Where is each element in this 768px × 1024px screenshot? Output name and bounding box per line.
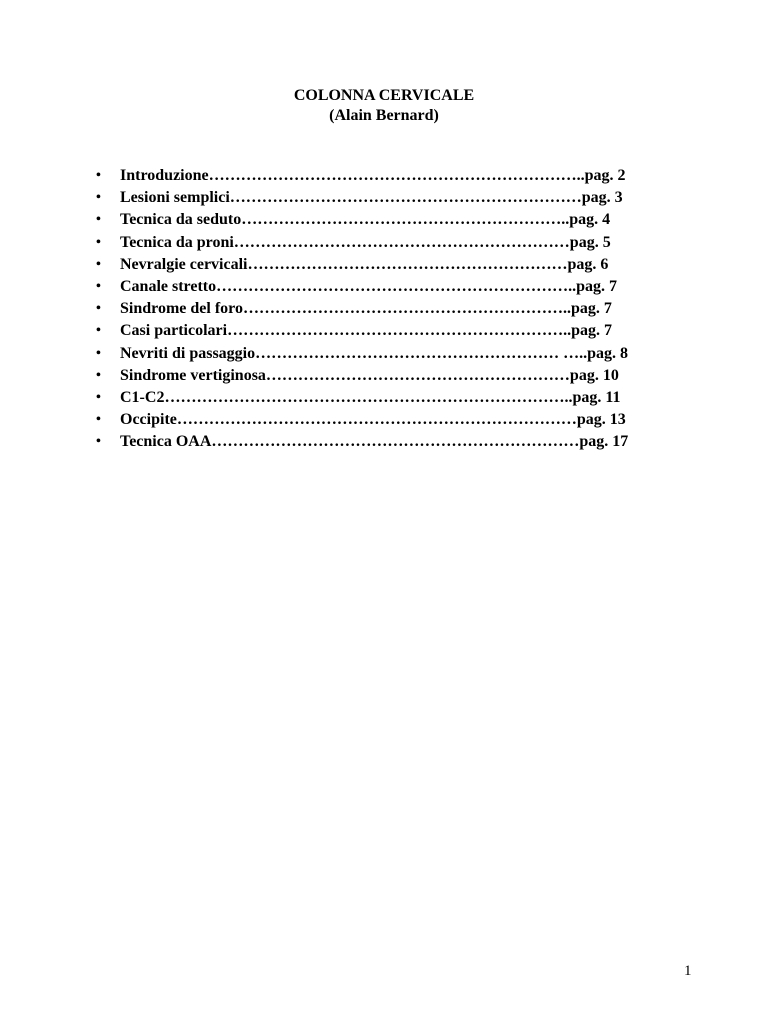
toc-entry-text: C1-C2…………………………………………………………………..pag. 11 [120, 388, 621, 406]
toc-entry-text: Sindrome vertiginosa…………………………………………………pag. 10 [120, 366, 619, 384]
toc-entry [96, 409, 696, 431]
toc-entry [96, 276, 696, 298]
bullet-icon: • [96, 278, 101, 294]
toc-entry [96, 209, 696, 231]
toc-entry-text: Canale stretto…………………………………………………………..pag. 7 [120, 277, 618, 295]
toc-entry-text: Casi particolari………………………………………………………..pag. 7 [120, 322, 612, 340]
toc-entry-text: Nevralgie cervicali……………………………………………………pag. 6 [120, 255, 609, 273]
bullet-icon: • [96, 212, 101, 228]
toc-entry-text: Tecnica da proni………………………………………………………pag. 5 [120, 233, 611, 251]
document-subtitle: (Alain Bernard) [329, 107, 439, 124]
bullet-icon: • [96, 190, 101, 206]
toc-entry-text: Sindrome del foro……………………………………………………..pag. 7 [120, 300, 612, 318]
bullet-icon: • [96, 168, 101, 183]
toc-entry [96, 431, 696, 453]
bullet-icon: • [96, 367, 101, 383]
toc-entry-text: Occipite…………………………………………………………………pag. 13 [120, 411, 626, 429]
bullet-icon: • [96, 389, 101, 405]
bullet-icon: • [96, 256, 101, 272]
title-block [0, 86, 768, 126]
toc-entry [96, 387, 696, 409]
page-number: 1 [684, 963, 692, 979]
toc-entry-text: Nevriti di passaggio………………………………………………… …..pag. 8 [120, 344, 629, 362]
toc-entry-text: Lesioni semplici…………………………………………………………pag. 3 [120, 189, 623, 207]
toc-entry [96, 232, 696, 254]
bullet-icon: • [96, 323, 101, 339]
bullet-icon: • [96, 345, 101, 361]
toc-entry [96, 254, 696, 276]
toc-entry [96, 343, 696, 365]
bullet-icon: • [96, 301, 101, 317]
bullet-icon: • [96, 434, 101, 450]
toc-entry [96, 298, 696, 320]
toc-entry [96, 165, 696, 187]
table-of-contents [96, 165, 696, 453]
toc-entry [96, 320, 696, 342]
toc-entry [96, 187, 696, 209]
toc-entry-text: Tecnica OAA……………………………………………………………pag. 17 [120, 433, 629, 451]
bullet-icon: • [96, 412, 101, 428]
toc-entry-text: Tecnica da seduto……………………………………………………..pag. 4 [120, 211, 611, 229]
bullet-icon: • [96, 234, 101, 250]
toc-entry-text: Introduzione……………………………………………………………..pag. 2 [120, 167, 626, 184]
document-title: COLONNA CERVICALE [293, 87, 475, 104]
toc-entry [96, 365, 696, 387]
